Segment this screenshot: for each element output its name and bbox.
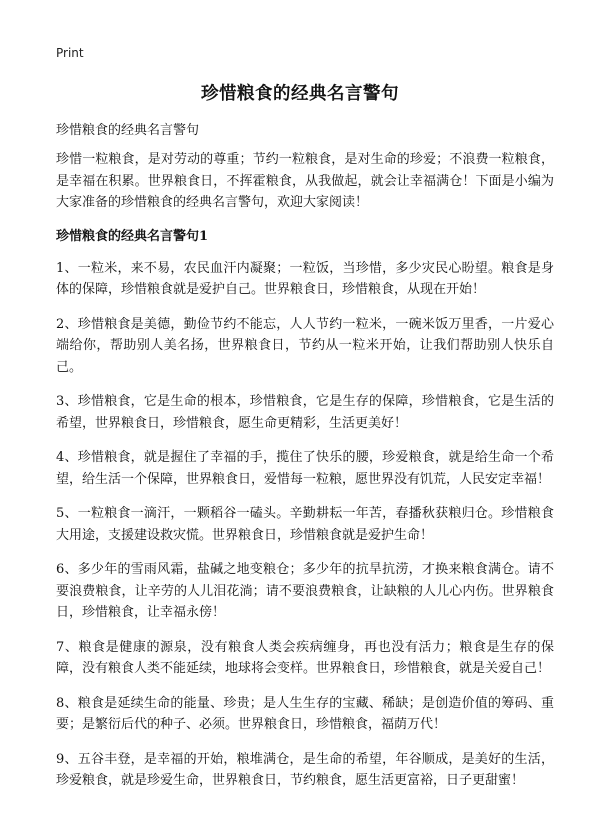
quote-item: 8、粮食是延续生命的能量、珍贵；是人生生存的宝藏、稀缺；是创造价值的筹码、重要；是繁衍后代的种子、必须。世界粮食日，珍惜粮食，福荫万代！ (56, 695, 554, 732)
quote-item: 6、多少年的雪雨风霜，盐碱之地变粮仓；多少年的抗旱抗涝，才换来粮食满仓。请不要浪费粮食，让辛劳的人儿泪花淌；请不要浪费粮食，让缺粮的人儿心内伤。世界粮食日，珍惜粮食，让幸福永傍！ (56, 562, 554, 620)
intro-paragraph: 珍惜一粒粮食，是对劳动的尊重；节约一粒粮食，是对生命的珍爱；不浪费一粒粮食，是幸福在积累。世界粮食日，不挥霍粮食，从我做起，就会让幸福满仓！下面是小编为大家准备的珍惜粮食的经典名言警句，欢迎大家阅读！ (56, 152, 554, 210)
page-subtitle: 珍惜粮食的经典名言警句 (56, 123, 200, 138)
quote-item: 1、一粒米，来不易，农民血汗内凝聚；一粒饭，当珍惜，多少灾民心盼望。粮食是身体的保障，珍惜粮食就是爱护自己。世界粮食日，珍惜粮食，从现在开始！ (56, 260, 554, 297)
article-body (56, 149, 554, 805)
print-link[interactable]: Print (56, 46, 84, 60)
quote-item: 4、珍惜粮食，就是握住了幸福的手，揽住了快乐的腰，珍爱粮食，就是给生命一个希望，给生活一个保障，世界粮食日，爱惜每一粒粮，愿世界没有饥荒，人民安定幸福！ (56, 450, 554, 487)
quote-item: 2、珍惜粮食是美德，勤俭节约不能忘，人人节约一粒米，一碗米饭万里香，一片爱心端给你，帮助别人美名扬，世界粮食日，节约从一粒米开始，让我们帮助别人快乐自己。 (56, 316, 554, 375)
quote-item: 9、五谷丰登，是幸福的开始，粮堆满仓，是生命的希望，年谷顺成，是美好的生活，珍爱粮食，就是珍爱生命，世界粮食日，节约粮食，愿生活更富裕，日子更甜蜜！ (56, 751, 554, 788)
quote-item: 7、粮食是健康的源泉，没有粮食人类会疾病缠身，再也没有活力；粮食是生存的保障，没有粮食人类不能延续，地球将会变样。世界粮食日，珍惜粮食，就是关爱自己！ (56, 639, 554, 676)
quote-item: 5、一粒粮食一滴汗，一颗稻谷一磕头。辛勤耕耘一年苦，春播秋获粮归仓。珍惜粮食大用途，支援建设救灾慌。世界粮食日，珍惜粮食就是爱护生命！ (56, 506, 554, 543)
section-heading: 珍惜粮食的经典名言警句1 (56, 228, 209, 244)
page-title: 珍惜粮食的经典名言警句 (201, 84, 399, 104)
quote-item: 3、珍惜粮食，它是生命的根本，珍惜粮食，它是生存的保障，珍惜粮食，它是生活的希望，世界粮食日，珍惜粮食，愿生命更精彩，生活更美好！ (56, 394, 554, 431)
